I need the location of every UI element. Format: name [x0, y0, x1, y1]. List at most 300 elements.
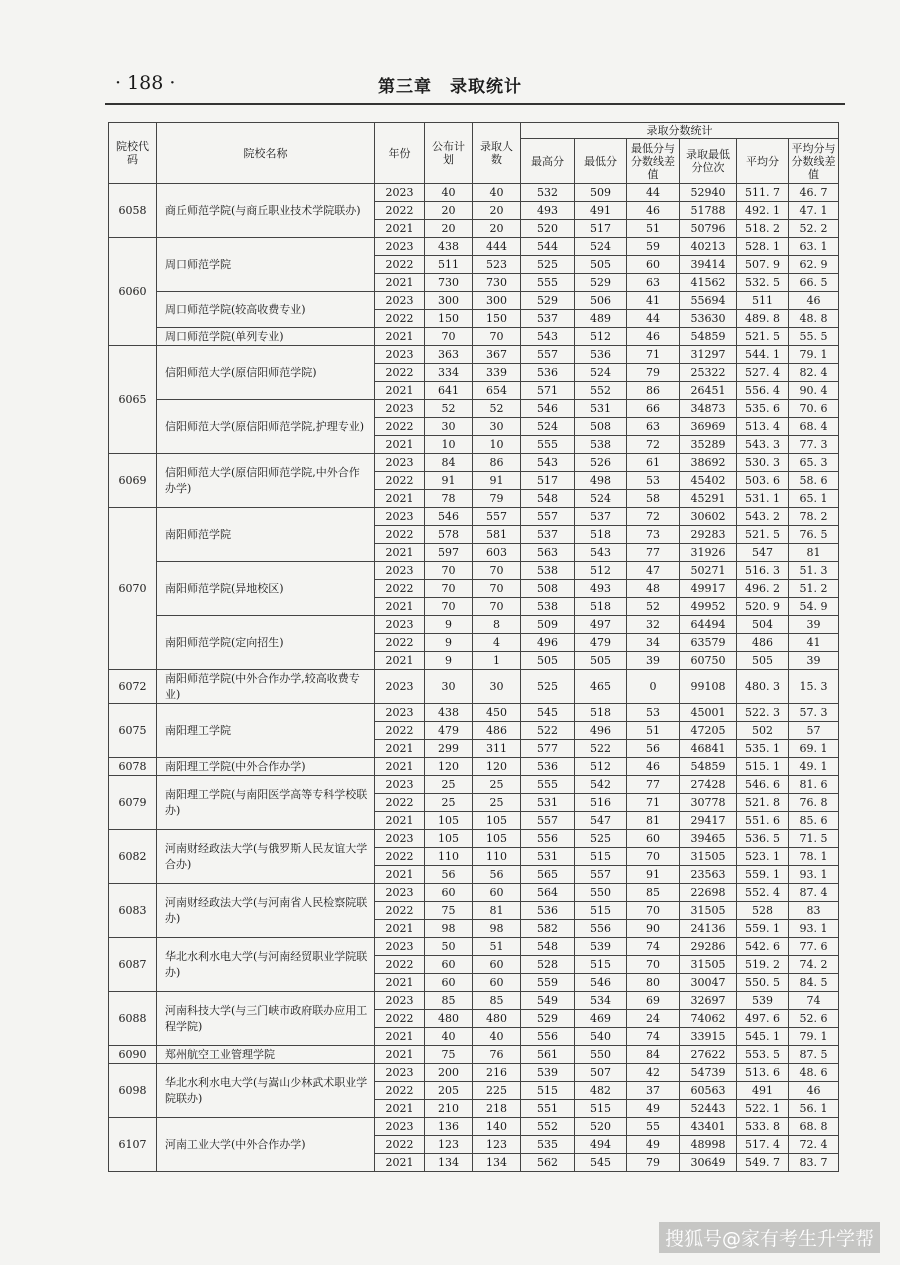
table-row	[109, 238, 839, 256]
min-rank-cell: 43401	[680, 1118, 737, 1136]
min-rank-cell: 46841	[680, 740, 737, 758]
admitted-cell: 311	[473, 740, 521, 758]
avg-score-cell: 556. 4	[737, 382, 789, 400]
min-diff-cell: 55	[627, 1118, 680, 1136]
min-score-cell: 508	[575, 418, 627, 436]
min-score-cell: 546	[575, 974, 627, 992]
header-min-score: 最低分	[575, 139, 627, 184]
max-score-cell: 538	[521, 598, 575, 616]
max-score-cell: 532	[521, 184, 575, 202]
min-rank-cell: 63579	[680, 634, 737, 652]
min-rank-cell: 35289	[680, 436, 737, 454]
min-diff-cell: 79	[627, 1154, 680, 1172]
max-score-cell: 545	[521, 704, 575, 722]
max-score-cell: 577	[521, 740, 575, 758]
admitted-cell: 523	[473, 256, 521, 274]
avg-score-cell: 544. 1	[737, 346, 789, 364]
min-diff-cell: 80	[627, 974, 680, 992]
min-diff-cell: 69	[627, 992, 680, 1010]
year-cell: 2022	[375, 1136, 425, 1154]
school-code-cell: 6060	[109, 238, 157, 346]
year-cell: 2023	[375, 992, 425, 1010]
avg-diff-cell: 71. 5	[789, 830, 839, 848]
max-score-cell: 559	[521, 974, 575, 992]
avg-diff-cell: 78. 2	[789, 508, 839, 526]
avg-diff-cell: 49. 1	[789, 758, 839, 776]
min-diff-cell: 73	[627, 526, 680, 544]
avg-diff-cell: 48. 8	[789, 310, 839, 328]
avg-diff-cell: 51. 2	[789, 580, 839, 598]
avg-diff-cell: 93. 1	[789, 920, 839, 938]
avg-diff-cell: 83. 7	[789, 1154, 839, 1172]
min-score-cell: 524	[575, 490, 627, 508]
year-cell: 2021	[375, 1028, 425, 1046]
avg-score-cell: 532. 5	[737, 274, 789, 292]
min-diff-cell: 63	[627, 418, 680, 436]
avg-score-cell: 518. 2	[737, 220, 789, 238]
max-score-cell: 505	[521, 652, 575, 670]
max-score-cell: 562	[521, 1154, 575, 1172]
table-row	[109, 830, 839, 848]
admitted-cell: 91	[473, 472, 521, 490]
plan-cell: 56	[425, 866, 473, 884]
table-row	[109, 292, 839, 310]
school-code-cell: 6088	[109, 992, 157, 1046]
max-score-cell: 543	[521, 328, 575, 346]
avg-diff-cell: 52. 6	[789, 1010, 839, 1028]
plan-cell: 105	[425, 830, 473, 848]
avg-score-cell: 543. 2	[737, 508, 789, 526]
admitted-cell: 1	[473, 652, 521, 670]
min-rank-cell: 23563	[680, 866, 737, 884]
avg-diff-cell: 63. 1	[789, 238, 839, 256]
max-score-cell: 555	[521, 274, 575, 292]
admitted-cell: 150	[473, 310, 521, 328]
table-header	[109, 123, 839, 184]
avg-diff-cell: 93. 1	[789, 866, 839, 884]
year-cell: 2023	[375, 670, 425, 704]
min-diff-cell: 81	[627, 812, 680, 830]
min-diff-cell: 72	[627, 508, 680, 526]
min-diff-cell: 46	[627, 202, 680, 220]
avg-diff-cell: 66. 5	[789, 274, 839, 292]
max-score-cell: 539	[521, 1064, 575, 1082]
avg-score-cell: 507. 9	[737, 256, 789, 274]
min-score-cell: 482	[575, 1082, 627, 1100]
plan-cell: 30	[425, 670, 473, 704]
min-score-cell: 539	[575, 938, 627, 956]
avg-score-cell: 551. 6	[737, 812, 789, 830]
avg-diff-cell: 47. 1	[789, 202, 839, 220]
school-code-cell: 6087	[109, 938, 157, 992]
school-name-cell: 河南工业大学(中外合作办学)	[157, 1118, 375, 1172]
avg-diff-cell: 83	[789, 902, 839, 920]
min-score-cell: 512	[575, 328, 627, 346]
year-cell: 2023	[375, 508, 425, 526]
school-name-cell: 周口师范学院(单列专业)	[157, 328, 375, 346]
min-rank-cell: 29417	[680, 812, 737, 830]
avg-score-cell: 530. 3	[737, 454, 789, 472]
avg-score-cell: 515. 1	[737, 758, 789, 776]
max-score-cell: 493	[521, 202, 575, 220]
avg-diff-cell: 81	[789, 544, 839, 562]
year-cell: 2023	[375, 238, 425, 256]
year-cell: 2021	[375, 1154, 425, 1172]
min-rank-cell: 31926	[680, 544, 737, 562]
avg-diff-cell: 82. 4	[789, 364, 839, 382]
min-score-cell: 531	[575, 400, 627, 418]
min-diff-cell: 72	[627, 436, 680, 454]
min-diff-cell: 86	[627, 382, 680, 400]
min-rank-cell: 45291	[680, 490, 737, 508]
table-row	[109, 758, 839, 776]
table-row	[109, 1118, 839, 1136]
avg-diff-cell: 54. 9	[789, 598, 839, 616]
year-cell: 2023	[375, 292, 425, 310]
min-score-cell: 494	[575, 1136, 627, 1154]
min-rank-cell: 27428	[680, 776, 737, 794]
min-rank-cell: 31505	[680, 902, 737, 920]
avg-score-cell: 521. 8	[737, 794, 789, 812]
admitted-cell: 20	[473, 220, 521, 238]
min-rank-cell: 50796	[680, 220, 737, 238]
school-name-cell: 华北水利水电大学(与河南经贸职业学院联办)	[157, 938, 375, 992]
avg-diff-cell: 79. 1	[789, 346, 839, 364]
school-code-cell: 6079	[109, 776, 157, 830]
min-diff-cell: 41	[627, 292, 680, 310]
max-score-cell: 552	[521, 1118, 575, 1136]
table-row	[109, 328, 839, 346]
max-score-cell: 555	[521, 436, 575, 454]
year-cell: 2021	[375, 382, 425, 400]
avg-score-cell: 547	[737, 544, 789, 562]
plan-cell: 134	[425, 1154, 473, 1172]
min-diff-cell: 74	[627, 938, 680, 956]
avg-score-cell: 528. 1	[737, 238, 789, 256]
avg-diff-cell: 87. 5	[789, 1046, 839, 1064]
year-cell: 2022	[375, 472, 425, 490]
min-diff-cell: 47	[627, 562, 680, 580]
plan-cell: 123	[425, 1136, 473, 1154]
year-cell: 2021	[375, 436, 425, 454]
plan-cell: 25	[425, 776, 473, 794]
avg-diff-cell: 90. 4	[789, 382, 839, 400]
avg-score-cell: 480. 3	[737, 670, 789, 704]
table-row	[109, 992, 839, 1010]
school-name-cell: 信阳师范大学(原信阳师范学院,中外合作办学)	[157, 454, 375, 508]
plan-cell: 641	[425, 382, 473, 400]
min-score-cell: 542	[575, 776, 627, 794]
admitted-cell: 60	[473, 884, 521, 902]
min-diff-cell: 46	[627, 328, 680, 346]
min-score-cell: 497	[575, 616, 627, 634]
avg-score-cell: 492. 1	[737, 202, 789, 220]
table-row	[109, 938, 839, 956]
min-diff-cell: 56	[627, 740, 680, 758]
table-row	[109, 346, 839, 364]
avg-diff-cell: 72. 4	[789, 1136, 839, 1154]
table-body	[109, 184, 839, 1172]
min-diff-cell: 77	[627, 544, 680, 562]
avg-diff-cell: 41	[789, 634, 839, 652]
plan-cell: 205	[425, 1082, 473, 1100]
admitted-cell: 557	[473, 508, 521, 526]
max-score-cell: 546	[521, 400, 575, 418]
header-min-diff: 最低分与分数线差值	[627, 139, 680, 184]
table-row	[109, 776, 839, 794]
plan-cell: 20	[425, 202, 473, 220]
school-name-cell: 信阳师范大学(原信阳师范学院)	[157, 346, 375, 400]
min-diff-cell: 66	[627, 400, 680, 418]
avg-score-cell: 521. 5	[737, 328, 789, 346]
min-rank-cell: 27622	[680, 1046, 737, 1064]
avg-score-cell: 505	[737, 652, 789, 670]
year-cell: 2021	[375, 866, 425, 884]
avg-diff-cell: 76. 5	[789, 526, 839, 544]
school-code-cell: 6078	[109, 758, 157, 776]
avg-diff-cell: 74. 2	[789, 956, 839, 974]
year-cell: 2022	[375, 364, 425, 382]
max-score-cell: 565	[521, 866, 575, 884]
min-score-cell: 507	[575, 1064, 627, 1082]
min-rank-cell: 60563	[680, 1082, 737, 1100]
plan-cell: 200	[425, 1064, 473, 1082]
plan-cell: 334	[425, 364, 473, 382]
admitted-cell: 20	[473, 202, 521, 220]
school-code-cell: 6069	[109, 454, 157, 508]
year-cell: 2023	[375, 884, 425, 902]
avg-diff-cell: 46	[789, 1082, 839, 1100]
year-cell: 2022	[375, 848, 425, 866]
max-score-cell: 557	[521, 812, 575, 830]
plan-cell: 70	[425, 598, 473, 616]
min-score-cell: 515	[575, 1100, 627, 1118]
avg-diff-cell: 51. 3	[789, 562, 839, 580]
max-score-cell: 536	[521, 364, 575, 382]
min-diff-cell: 91	[627, 866, 680, 884]
admitted-cell: 444	[473, 238, 521, 256]
avg-diff-cell: 46. 7	[789, 184, 839, 202]
school-name-cell: 南阳师范学院(定向招生)	[157, 616, 375, 670]
max-score-cell: 563	[521, 544, 575, 562]
admitted-cell: 300	[473, 292, 521, 310]
min-rank-cell: 50271	[680, 562, 737, 580]
plan-cell: 150	[425, 310, 473, 328]
admitted-cell: 30	[473, 670, 521, 704]
avg-diff-cell: 58. 6	[789, 472, 839, 490]
year-cell: 2022	[375, 310, 425, 328]
admitted-cell: 70	[473, 562, 521, 580]
avg-score-cell: 535. 1	[737, 740, 789, 758]
admitted-cell: 40	[473, 184, 521, 202]
max-score-cell: 555	[521, 776, 575, 794]
min-rank-cell: 64494	[680, 616, 737, 634]
admitted-cell: 486	[473, 722, 521, 740]
avg-diff-cell: 15. 3	[789, 670, 839, 704]
min-diff-cell: 24	[627, 1010, 680, 1028]
avg-diff-cell: 55. 5	[789, 328, 839, 346]
max-score-cell: 528	[521, 956, 575, 974]
min-rank-cell: 52443	[680, 1100, 737, 1118]
min-rank-cell: 45402	[680, 472, 737, 490]
avg-score-cell: 511	[737, 292, 789, 310]
min-rank-cell: 60750	[680, 652, 737, 670]
min-score-cell: 524	[575, 364, 627, 382]
school-name-cell: 周口师范学院	[157, 238, 375, 292]
avg-diff-cell: 70. 6	[789, 400, 839, 418]
page-number: · 188 ·	[115, 72, 176, 94]
max-score-cell: 557	[521, 346, 575, 364]
year-cell: 2023	[375, 346, 425, 364]
admitted-cell: 654	[473, 382, 521, 400]
plan-cell: 9	[425, 652, 473, 670]
min-diff-cell: 60	[627, 830, 680, 848]
school-name-cell: 南阳理工学院	[157, 704, 375, 758]
plan-cell: 597	[425, 544, 473, 562]
year-cell: 2021	[375, 328, 425, 346]
plan-cell: 300	[425, 292, 473, 310]
max-score-cell: 524	[521, 418, 575, 436]
avg-diff-cell: 68. 8	[789, 1118, 839, 1136]
avg-diff-cell: 65. 1	[789, 490, 839, 508]
admitted-cell: 730	[473, 274, 521, 292]
min-score-cell: 516	[575, 794, 627, 812]
avg-score-cell: 559. 1	[737, 920, 789, 938]
admitted-cell: 60	[473, 974, 521, 992]
school-name-cell: 周口师范学院(较高收费专业)	[157, 292, 375, 328]
min-rank-cell: 24136	[680, 920, 737, 938]
avg-score-cell: 489. 8	[737, 310, 789, 328]
year-cell: 2022	[375, 202, 425, 220]
year-cell: 2023	[375, 704, 425, 722]
max-score-cell: 509	[521, 616, 575, 634]
max-score-cell: 535	[521, 1136, 575, 1154]
avg-score-cell: 502	[737, 722, 789, 740]
min-score-cell: 518	[575, 704, 627, 722]
min-score-cell: 520	[575, 1118, 627, 1136]
plan-cell: 70	[425, 562, 473, 580]
min-score-cell: 489	[575, 310, 627, 328]
min-rank-cell: 54859	[680, 758, 737, 776]
min-score-cell: 493	[575, 580, 627, 598]
admitted-cell: 123	[473, 1136, 521, 1154]
min-score-cell: 529	[575, 274, 627, 292]
admitted-cell: 25	[473, 776, 521, 794]
avg-score-cell: 543. 3	[737, 436, 789, 454]
table-row	[109, 704, 839, 722]
admitted-cell: 110	[473, 848, 521, 866]
min-score-cell: 512	[575, 758, 627, 776]
min-rank-cell: 49917	[680, 580, 737, 598]
avg-score-cell: 516. 3	[737, 562, 789, 580]
year-cell: 2023	[375, 184, 425, 202]
min-score-cell: 515	[575, 956, 627, 974]
year-cell: 2021	[375, 1046, 425, 1064]
year-cell: 2021	[375, 812, 425, 830]
min-rank-cell: 48998	[680, 1136, 737, 1154]
min-rank-cell: 22698	[680, 884, 737, 902]
avg-score-cell: 517. 4	[737, 1136, 789, 1154]
school-name-cell: 南阳师范学院(中外合作办学,较高收费专业)	[157, 670, 375, 704]
min-diff-cell: 32	[627, 616, 680, 634]
header-rule	[105, 103, 845, 105]
year-cell: 2023	[375, 776, 425, 794]
year-cell: 2023	[375, 562, 425, 580]
avg-diff-cell: 87. 4	[789, 884, 839, 902]
watermark: 搜狐号@家有考生升学帮	[659, 1222, 880, 1253]
admitted-cell: 105	[473, 830, 521, 848]
avg-score-cell: 550. 5	[737, 974, 789, 992]
avg-diff-cell: 79. 1	[789, 1028, 839, 1046]
min-diff-cell: 79	[627, 364, 680, 382]
min-score-cell: 518	[575, 598, 627, 616]
min-diff-cell: 74	[627, 1028, 680, 1046]
year-cell: 2023	[375, 454, 425, 472]
min-score-cell: 479	[575, 634, 627, 652]
admitted-cell: 4	[473, 634, 521, 652]
header-admitted: 录取人数	[473, 123, 521, 184]
min-diff-cell: 53	[627, 704, 680, 722]
min-score-cell: 506	[575, 292, 627, 310]
avg-score-cell: 549. 7	[737, 1154, 789, 1172]
plan-cell: 511	[425, 256, 473, 274]
school-code-cell: 6072	[109, 670, 157, 704]
header-school-code: 院校代码	[109, 123, 157, 184]
avg-score-cell: 539	[737, 992, 789, 1010]
avg-diff-cell: 81. 6	[789, 776, 839, 794]
plan-cell: 84	[425, 454, 473, 472]
avg-diff-cell: 48. 6	[789, 1064, 839, 1082]
year-cell: 2021	[375, 220, 425, 238]
table-row	[109, 184, 839, 202]
min-score-cell: 469	[575, 1010, 627, 1028]
admitted-cell: 60	[473, 956, 521, 974]
table-row	[109, 508, 839, 526]
plan-cell: 60	[425, 884, 473, 902]
year-cell: 2021	[375, 758, 425, 776]
min-score-cell: 522	[575, 740, 627, 758]
min-score-cell: 556	[575, 920, 627, 938]
admitted-cell: 480	[473, 1010, 521, 1028]
avg-score-cell: 546. 6	[737, 776, 789, 794]
min-rank-cell: 30047	[680, 974, 737, 992]
max-score-cell: 508	[521, 580, 575, 598]
school-code-cell: 6098	[109, 1064, 157, 1118]
school-name-cell: 郑州航空工业管理学院	[157, 1046, 375, 1064]
school-name-cell: 信阳师范大学(原信阳师范学院,护理专业)	[157, 400, 375, 454]
min-diff-cell: 61	[627, 454, 680, 472]
table-row	[109, 884, 839, 902]
min-diff-cell: 58	[627, 490, 680, 508]
admitted-cell: 30	[473, 418, 521, 436]
year-cell: 2023	[375, 400, 425, 418]
max-score-cell: 557	[521, 508, 575, 526]
min-rank-cell: 54859	[680, 328, 737, 346]
avg-score-cell: 496. 2	[737, 580, 789, 598]
year-cell: 2022	[375, 902, 425, 920]
avg-diff-cell: 69. 1	[789, 740, 839, 758]
min-rank-cell: 39465	[680, 830, 737, 848]
min-diff-cell: 70	[627, 956, 680, 974]
max-score-cell: 525	[521, 256, 575, 274]
plan-cell: 110	[425, 848, 473, 866]
school-name-cell: 商丘师范学院(与商丘职业技术学院联办)	[157, 184, 375, 238]
min-rank-cell: 40213	[680, 238, 737, 256]
max-score-cell: 551	[521, 1100, 575, 1118]
min-rank-cell: 31505	[680, 956, 737, 974]
plan-cell: 75	[425, 902, 473, 920]
min-diff-cell: 77	[627, 776, 680, 794]
